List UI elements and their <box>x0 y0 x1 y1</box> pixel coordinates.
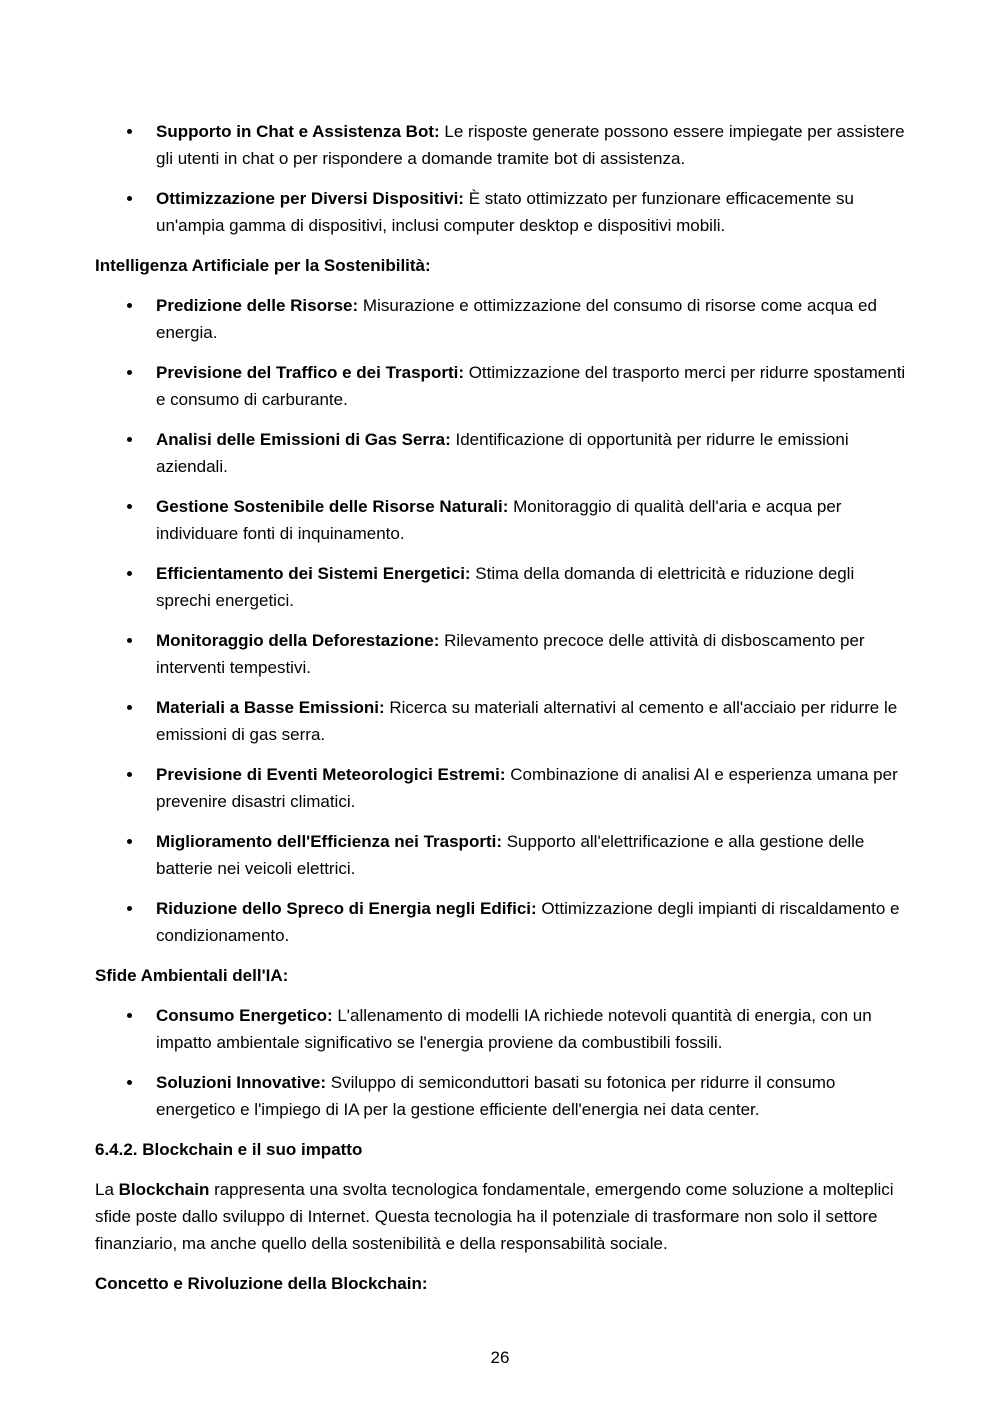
bullet-icon <box>127 437 132 442</box>
bullet-icon <box>127 839 132 844</box>
paragraph-prefix: La <box>95 1180 119 1199</box>
bullet-list-top <box>95 118 910 239</box>
list-item-text: Sviluppo di semiconduttori basati su fotonica per ridurre il consumo energetico e l'impiego di IA per la gestione efficiente dell'energia nei data center. <box>156 1073 836 1119</box>
list-item-term: Predizione delle Risorse: <box>156 296 359 315</box>
list-item-term: Monitoraggio della Deforestazione: <box>156 631 440 650</box>
paragraph-term: Blockchain <box>118 1180 210 1199</box>
document-page <box>95 118 910 1310</box>
bullet-icon <box>127 303 132 308</box>
list-item-text: Identificazione di opportunità per ridurre le emissioni aziendali. <box>156 430 849 476</box>
list-item <box>95 359 910 413</box>
list-item-text: Supporto all'elettrificazione e alla gestione delle batterie nei veicoli elettrici. <box>156 832 865 878</box>
list-item <box>95 426 910 480</box>
list-item <box>95 895 910 949</box>
heading-sustainability: Intelligenza Artificiale per la Sostenibilità: <box>95 256 431 275</box>
list-item-term: Previsione di Eventi Meteorologici Estremi: <box>156 765 506 784</box>
list-item <box>95 185 910 239</box>
list-item-term: Supporto in Chat e Assistenza Bot: <box>156 122 440 141</box>
heading-blockchain-concept: Concetto e Rivoluzione della Blockchain: <box>95 1274 428 1293</box>
list-item-text: L'allenamento di modelli IA richiede notevoli quantità di energia, con un impatto ambientale significativo se l'energia proviene da combustibili fossili. <box>156 1006 872 1052</box>
bullet-icon <box>127 772 132 777</box>
paragraph-text: rappresenta una svolta tecnologica fondamentale, emergendo come soluzione a molteplici sfide poste dallo sviluppo di Internet. Questa tecnologia ha il potenziale di trasformare non solo il settore finanziario, ma anche quello della sostenibilità e della responsabilità sociale. <box>95 1180 894 1253</box>
list-item <box>95 493 910 547</box>
list-item-text: Rilevamento precoce delle attività di disboscamento per interventi tempestivi. <box>156 631 865 677</box>
list-item-term: Miglioramento dell'Efficienza nei Trasporti: <box>156 832 502 851</box>
list-item <box>95 828 910 882</box>
list-item-term: Soluzioni Innovative: <box>156 1073 327 1092</box>
list-item-text: Monitoraggio di qualità dell'aria e acqua per individuare fonti di inquinamento. <box>156 497 842 543</box>
bullet-icon <box>127 705 132 710</box>
list-item-term: Riduzione dello Spreco di Energia negli Edifici: <box>156 899 537 918</box>
bullet-icon <box>127 906 132 911</box>
page-number: 26 <box>490 1348 510 1367</box>
list-item-text: Ottimizzazione degli impianti di riscaldamento e condizionamento. <box>156 899 900 945</box>
list-item-text: Combinazione di analisi AI e esperienza umana per prevenire disastri climatici. <box>156 765 898 811</box>
section-heading: 6.4.2. Blockchain e il suo impatto <box>95 1140 363 1159</box>
list-item-text: Misurazione e ottimizzazione del consumo di risorse come acqua ed energia. <box>156 296 877 342</box>
list-item-term: Efficientamento dei Sistemi Energetici: <box>156 564 471 583</box>
list-item-term: Consumo Energetico: <box>156 1006 333 1025</box>
list-item <box>95 627 910 681</box>
list-item <box>95 560 910 614</box>
list-item <box>95 292 910 346</box>
bullet-icon <box>127 129 132 134</box>
bullet-list-challenges <box>95 1002 910 1123</box>
bullet-icon <box>127 571 132 576</box>
list-item-term: Gestione Sostenibile delle Risorse Naturali: <box>156 497 509 516</box>
list-item-text: È stato ottimizzato per funzionare efficacemente su un'ampia gamma di dispositivi, inclusi computer desktop e dispositivi mobili. <box>156 189 854 235</box>
list-item-text: Stima della domanda di elettricità e riduzione degli sprechi energetici. <box>156 564 855 610</box>
list-item <box>95 1069 910 1123</box>
list-item <box>95 694 910 748</box>
blockchain-paragraph <box>95 1176 910 1257</box>
list-item <box>95 1002 910 1056</box>
list-item-term: Materiali a Basse Emissioni: <box>156 698 385 717</box>
bullet-icon <box>127 504 132 509</box>
list-item-text: Le risposte generate possono essere impiegate per assistere gli utenti in chat o per rispondere a domande tramite bot di assistenza. <box>156 122 905 168</box>
bullet-icon <box>127 196 132 201</box>
bullet-icon <box>127 370 132 375</box>
bullet-list-sustainability <box>95 292 910 949</box>
list-item <box>95 761 910 815</box>
list-item-text: Ricerca su materiali alternativi al cemento e all'acciaio per ridurre le emissioni di gas serra. <box>156 698 898 744</box>
bullet-icon <box>127 1080 132 1085</box>
bullet-icon <box>127 638 132 643</box>
list-item-term: Ottimizzazione per Diversi Dispositivi: <box>156 189 464 208</box>
list-item <box>95 118 910 172</box>
list-item-text: Ottimizzazione del trasporto merci per ridurre spostamenti e consumo di carburante. <box>156 363 906 409</box>
bullet-icon <box>127 1013 132 1018</box>
heading-challenges: Sfide Ambientali dell'IA: <box>95 966 289 985</box>
list-item-term: Analisi delle Emissioni di Gas Serra: <box>156 430 451 449</box>
list-item-term: Previsione del Traffico e dei Trasporti: <box>156 363 464 382</box>
